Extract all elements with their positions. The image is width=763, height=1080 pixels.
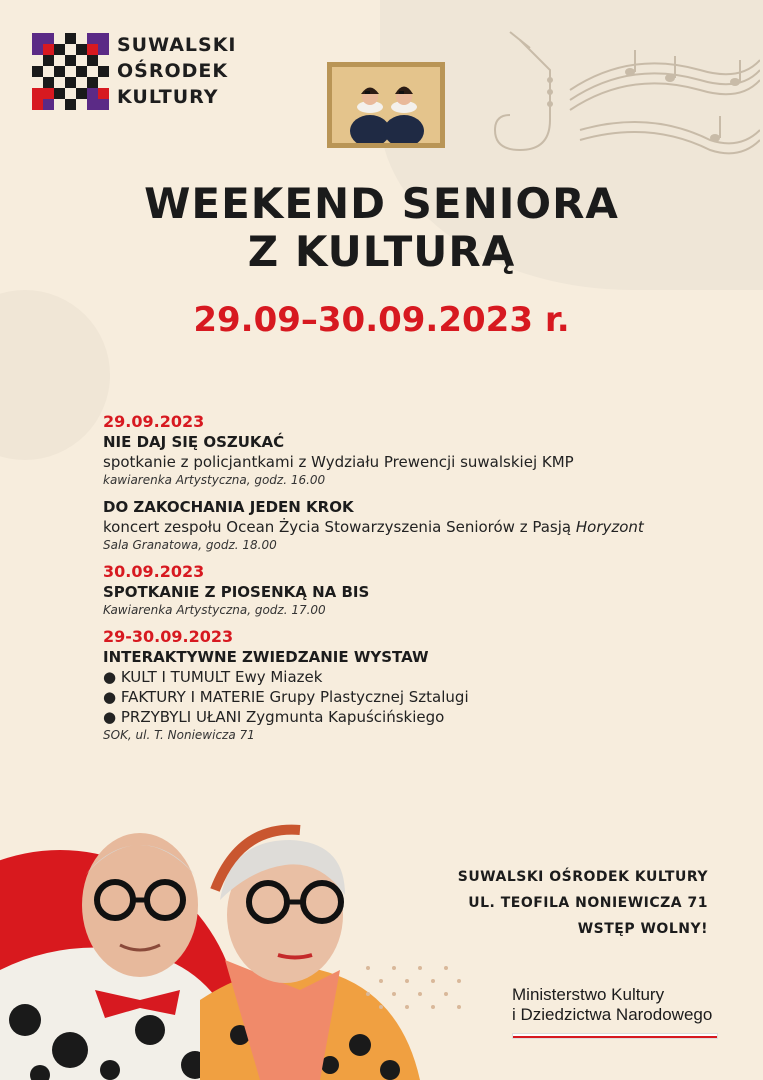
program-item-place: kawiarenka Artystyczna, godz. 16.00	[103, 473, 326, 487]
seniors-photo-image	[0, 820, 430, 1080]
program-item-place: SOK, ul. T. Noniewicza 71	[103, 728, 255, 742]
bullet-icon: ●	[103, 668, 121, 686]
logo-mark-icon	[32, 33, 109, 110]
program-item-description-italic: Horyzont	[575, 518, 644, 536]
event-date-range: 29.09–30.09.2023 r.	[193, 300, 570, 340]
logo-line-1: SUWALSKI	[117, 34, 237, 56]
program-item-title: INTERAKTYWNE ZWIEDZANIE WYSTAW	[103, 648, 429, 666]
event-title	[0, 180, 763, 276]
program-item-description	[103, 517, 723, 537]
exhibition-list-item	[103, 707, 723, 727]
program-item-description-text: koncert zespołu Ocean Życia Stowarzyszenia Seniorów z Pasją	[103, 518, 576, 536]
ministry-logo[interactable]	[512, 985, 722, 1039]
logo-text	[117, 32, 237, 110]
bullet-icon: ●	[103, 708, 121, 726]
exhibition-name: KULT I TUMULT Ewy Miazek	[120, 668, 323, 686]
saxophone-notes-decoration	[480, 20, 760, 180]
venue-address	[458, 864, 708, 942]
program-item-place: Kawiarenka Artystyczna, godz. 17.00	[103, 603, 326, 617]
address-line-1: SUWALSKI OŚRODEK KULTURY	[457, 869, 708, 885]
framed-portrait-image	[327, 62, 445, 148]
event-title-line-1: WEEKEND SENIORA	[144, 179, 619, 228]
program-item-title: NIE DAJ SIĘ OSZUKAĆ	[103, 433, 285, 451]
logo-line-2: OŚRODEK	[117, 60, 229, 82]
dots-decoration	[360, 960, 470, 1020]
event-program	[103, 412, 723, 744]
ministry-line-2: i Dziedzictwa Narodowego	[512, 1005, 713, 1024]
exhibition-name: PRZYBYLI UŁANI Zygmunta Kapuścińskiego	[120, 708, 445, 726]
program-day-date: 29.09.2023	[103, 412, 205, 431]
exhibition-list-item	[103, 687, 723, 707]
program-item-description: spotkanie z policjantkami z Wydziału Prewencji suwalskiej KMP	[103, 453, 574, 471]
organization-logo[interactable]	[32, 32, 237, 110]
free-entry-note: WSTĘP WOLNY!	[577, 921, 708, 937]
program-item-place: Sala Granatowa, godz. 18.00	[103, 538, 277, 552]
ministry-line-1: Ministerstwo Kultury	[512, 985, 665, 1004]
exhibition-name: FAKTURY I MATERIE Grupy Plastycznej Sztalugi	[120, 688, 469, 706]
event-title-line-2: Z KULTURĄ	[247, 227, 516, 276]
polish-flag-stripe	[512, 1033, 718, 1039]
program-day-date: 30.09.2023	[103, 562, 205, 581]
address-line-2: UL. TEOFILA NONIEWICZA 71	[468, 895, 708, 911]
logo-line-3: KULTURY	[117, 86, 219, 108]
program-item-title: DO ZAKOCHANIA JEDEN KROK	[103, 498, 354, 516]
exhibition-list-item	[103, 667, 723, 687]
bullet-icon: ●	[103, 688, 121, 706]
program-item-title: SPOTKANIE Z PIOSENKĄ NA BIS	[103, 583, 370, 601]
program-day-date: 29-30.09.2023	[103, 627, 234, 646]
